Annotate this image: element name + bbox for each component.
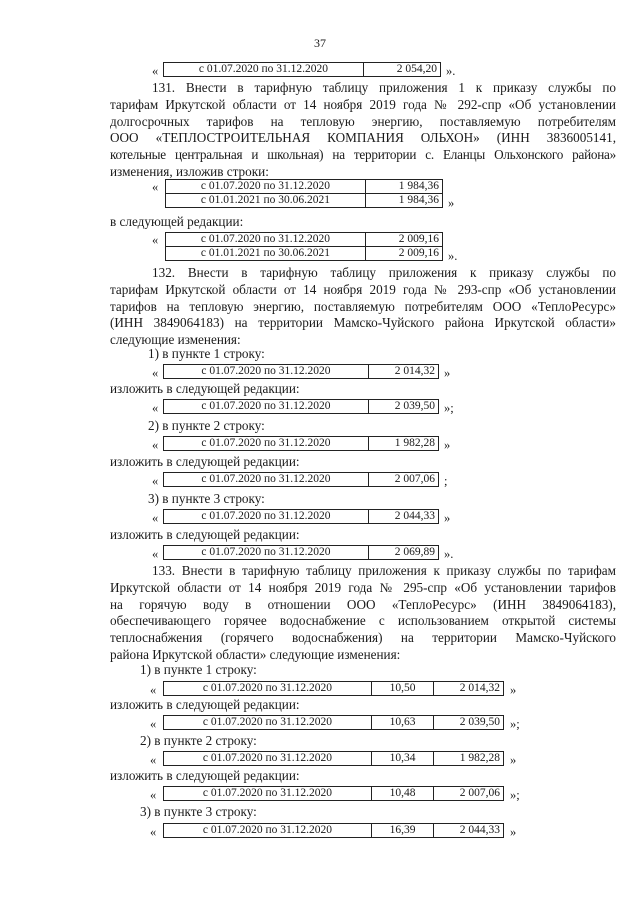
subitem-label: 3) в пункте 3 строку: xyxy=(148,491,265,506)
replace-label: изложить в следующей редакции: xyxy=(110,527,300,542)
paragraph-line: тарифов на тепловую энергию, поставляемую потребителям ООО «ТеплоРесурс» xyxy=(110,298,616,314)
period-cell: с 01.07.2020 по 31.12.2020 xyxy=(164,752,372,766)
paragraph-line: на горячую воду в отношении ООО «ТеплоРесурс» (ИНН 3849064183), xyxy=(110,596,616,612)
table-row xyxy=(164,365,439,379)
close-quote: » xyxy=(510,825,517,839)
period-cell: с 01.07.2020 по 31.12.2020 xyxy=(164,546,369,560)
period-cell: с 01.07.2020 по 31.12.2020 xyxy=(164,400,369,414)
table-row xyxy=(164,546,439,560)
table-row xyxy=(164,510,439,524)
table-row xyxy=(164,473,439,487)
table-row xyxy=(166,194,443,208)
close-quote: » xyxy=(510,683,517,697)
value-cell: 2 009,16 xyxy=(366,233,443,247)
close-quote: » xyxy=(444,366,451,380)
table-row xyxy=(164,824,504,838)
paragraph-line: обеспечивающего горячее водоснабжение с использованием открытой системы xyxy=(110,613,616,629)
value-cell: 2 014,32 xyxy=(434,682,504,696)
value-cell: 10,48 xyxy=(372,787,434,801)
close-quote: »; xyxy=(444,401,454,415)
value-cell: 2 039,50 xyxy=(434,716,504,730)
period-cell: с 01.01.2021 по 30.06.2021 xyxy=(166,247,366,261)
paragraph-line: котельные центральная и школьная) на территории с. Еланцы Ольхонского района» xyxy=(110,147,616,163)
paragraph-line: ООО «ТЕПЛОСТРОИТЕЛЬНАЯ КОМПАНИЯ ОЛЬХОН» (ИНН 3836005141, xyxy=(110,130,616,146)
open-quote: « xyxy=(150,825,157,839)
table-row xyxy=(164,787,504,801)
tariff-new-table xyxy=(163,715,504,730)
table-row xyxy=(166,233,443,247)
open-quote: « xyxy=(152,233,159,247)
period-cell: с 01.01.2021 по 30.06.2021 xyxy=(166,194,366,208)
close-quote: ». xyxy=(446,64,456,78)
tariff-new-table xyxy=(163,472,439,487)
paragraph-line: Иркутской области от 14 ноября 2019 года № 295-спр «Об установлении тарифов xyxy=(110,579,616,595)
paragraph-133 xyxy=(110,563,616,664)
tariff-new-table xyxy=(165,232,443,261)
paragraph-line: изменения, изложив строки: xyxy=(110,163,269,179)
paragraph-line: теплоснабжения (горячего водоснабжения) на территории Мамско-Чуйского xyxy=(110,630,616,646)
value-cell: 2 069,89 xyxy=(369,546,439,560)
close-quote: » xyxy=(448,196,455,210)
period-cell: с 01.07.2020 по 31.12.2020 xyxy=(164,682,372,696)
paragraph-line: долгосрочных тарифов на тепловую энергию, поставляемую потребителям xyxy=(110,113,616,129)
table-row xyxy=(166,247,443,261)
tariff-old-table xyxy=(163,364,439,379)
table-row xyxy=(164,63,441,77)
replace-label: изложить в следующей редакции: xyxy=(110,697,300,712)
period-cell: с 01.07.2020 по 31.12.2020 xyxy=(164,787,372,801)
open-quote: « xyxy=(152,547,159,561)
tariff-old-table xyxy=(165,179,443,208)
open-quote: « xyxy=(150,717,157,731)
value-cell: 2 007,06 xyxy=(434,787,504,801)
table-row xyxy=(164,752,504,766)
value-cell: 1 984,36 xyxy=(366,180,443,194)
value-cell: 2 054,20 xyxy=(364,63,441,77)
subitem-label: 2) в пункте 2 строку: xyxy=(140,733,257,748)
semicolon: ; xyxy=(444,474,448,488)
period-cell: с 01.07.2020 по 31.12.2020 xyxy=(164,473,369,487)
paragraph-line: следующие изменения: xyxy=(110,332,241,348)
paragraph-line: тарифам Иркутской области от 14 ноября 2019 года № 292-спр «Об установлении xyxy=(110,96,616,112)
paragraph-line: 132. Внести в тарифную таблицу приложения к приказу службы по xyxy=(152,265,616,280)
new-edition-label: в следующей редакции: xyxy=(110,214,244,229)
value-cell: 10,50 xyxy=(372,682,434,696)
tariff-old-table xyxy=(163,681,504,696)
open-quote: « xyxy=(152,474,159,488)
value-cell: 2 044,33 xyxy=(369,510,439,524)
open-quote: « xyxy=(152,401,159,415)
value-cell: 2 044,33 xyxy=(434,824,504,838)
page-number: 37 xyxy=(314,36,326,50)
tariff-old-table xyxy=(163,823,504,838)
close-quote: ». xyxy=(448,249,458,263)
tariff-old-table xyxy=(163,751,504,766)
close-quote: »; xyxy=(510,717,520,731)
period-cell: с 01.07.2020 по 31.12.2020 xyxy=(164,437,369,451)
tariff-old-table xyxy=(163,436,439,451)
value-cell: 1 984,36 xyxy=(366,194,443,208)
table-row xyxy=(166,180,443,194)
paragraph-132 xyxy=(110,265,616,349)
paragraph-line: тарифам Иркутской области от 14 ноября 2019 года № 293-спр «Об установлении xyxy=(110,281,616,297)
open-quote: « xyxy=(152,438,159,452)
open-quote: « xyxy=(152,511,159,525)
value-cell: 2 009,16 xyxy=(366,247,443,261)
value-cell: 2 007,06 xyxy=(369,473,439,487)
paragraph-line: 133. Внести в тарифную таблицу приложения к приказу службы по тарифам xyxy=(152,563,616,578)
subitem-label: 1) в пункте 1 строку: xyxy=(148,346,265,361)
replace-label: изложить в следующей редакции: xyxy=(110,454,300,469)
value-cell: 1 982,28 xyxy=(369,437,439,451)
close-quote: » xyxy=(444,511,451,525)
value-cell: 10,63 xyxy=(372,716,434,730)
tariff-new-table xyxy=(163,786,504,801)
open-quote: « xyxy=(150,683,157,697)
table-row xyxy=(164,400,439,414)
close-quote: » xyxy=(444,438,451,452)
value-cell: 1 982,28 xyxy=(434,752,504,766)
tariff-new-table xyxy=(163,545,439,560)
subitem-label: 3) в пункте 3 строку: xyxy=(140,804,257,819)
period-cell: с 01.07.2020 по 31.12.2020 xyxy=(166,180,366,194)
close-quote: »; xyxy=(510,788,520,802)
close-quote: » xyxy=(510,753,517,767)
table-row xyxy=(164,716,504,730)
open-quote: « xyxy=(150,753,157,767)
replace-label: изложить в следующей редакции: xyxy=(110,381,300,396)
period-cell: с 01.07.2020 по 31.12.2020 xyxy=(164,63,364,77)
paragraph-131 xyxy=(110,80,616,181)
period-cell: с 01.07.2020 по 31.12.2020 xyxy=(164,365,369,379)
subitem-label: 2) в пункте 2 строку: xyxy=(148,418,265,433)
value-cell: 10,34 xyxy=(372,752,434,766)
period-cell: с 01.07.2020 по 31.12.2020 xyxy=(164,510,369,524)
period-cell: с 01.07.2020 по 31.12.2020 xyxy=(166,233,366,247)
value-cell: 2 039,50 xyxy=(369,400,439,414)
paragraph-line: 131. Внести в тарифную таблицу приложения 1 к приказу службы по xyxy=(152,80,616,95)
replace-label: изложить в следующей редакции: xyxy=(110,768,300,783)
value-cell: 2 014,32 xyxy=(369,365,439,379)
tariff-old-table xyxy=(163,509,439,524)
open-quote: « xyxy=(152,180,159,194)
close-quote: ». xyxy=(444,547,454,561)
table-row xyxy=(164,437,439,451)
period-cell: с 01.07.2020 по 31.12.2020 xyxy=(164,824,372,838)
tariff-new-table xyxy=(163,399,439,414)
tariff-row-table xyxy=(163,62,441,77)
paragraph-line: района Иркутской области» следующие изменения: xyxy=(110,646,401,662)
open-quote: « xyxy=(152,64,159,78)
open-quote: « xyxy=(152,366,159,380)
subitem-label: 1) в пункте 1 строку: xyxy=(140,662,257,677)
paragraph-line: (ИНН 3849064183) на территории Мамско-Чуйского района Иркутской области» xyxy=(110,315,616,331)
open-quote: « xyxy=(150,788,157,802)
table-row xyxy=(164,682,504,696)
value-cell: 16,39 xyxy=(372,824,434,838)
period-cell: с 01.07.2020 по 31.12.2020 xyxy=(164,716,372,730)
